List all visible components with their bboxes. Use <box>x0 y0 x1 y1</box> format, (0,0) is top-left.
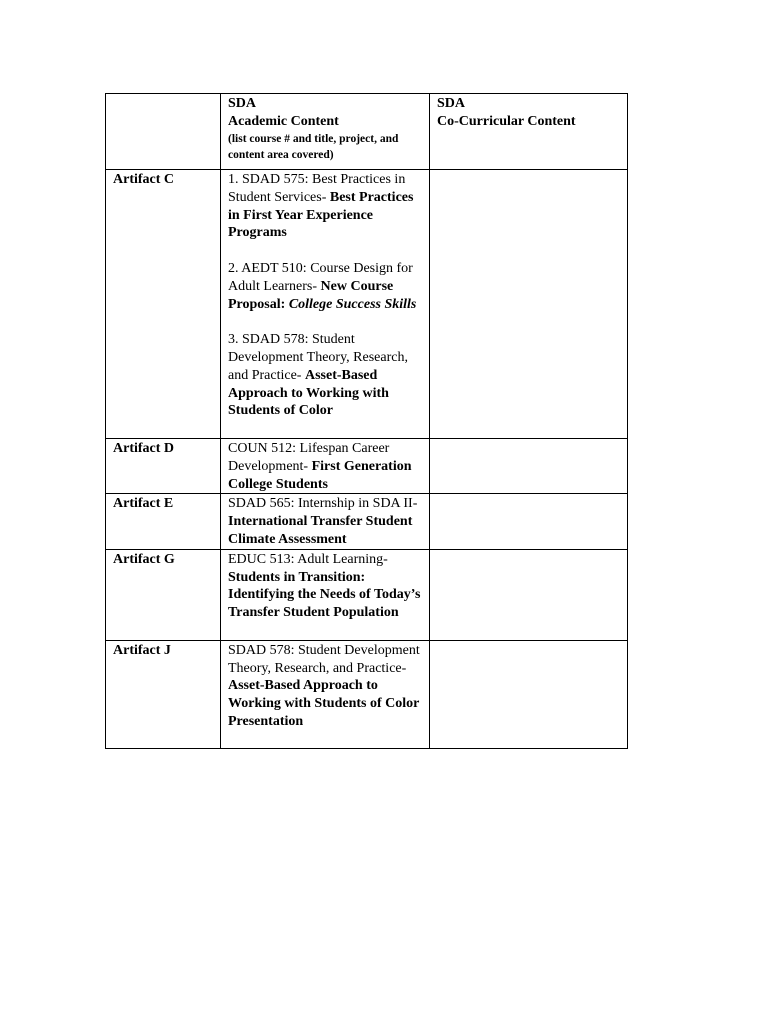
academic-content-item <box>228 495 422 548</box>
academic-content-item <box>228 260 422 313</box>
project-title: Asset-Based Approach to Working with Students of Color <box>228 367 389 419</box>
header-row <box>106 94 628 170</box>
academic-content-item <box>228 331 422 420</box>
academic-content-item <box>228 171 422 242</box>
cocurricular-header-subtitle: Co-Curricular Content <box>437 113 576 129</box>
course-text: 1. SDAD 575: Best Practices in Student Services- <box>228 172 406 205</box>
academic-header-note: (list course # and title, project, and content area covered) <box>228 132 399 161</box>
cocurricular-content-cell <box>430 170 628 439</box>
cocurricular-header-title: SDA <box>437 96 466 111</box>
project-title: New Course Proposal: <box>228 278 394 312</box>
artifact-row <box>106 549 628 640</box>
academic-content-item <box>228 642 422 731</box>
course-text: COUN 512: Lifespan Career Development- <box>228 441 390 474</box>
academic-content-cell <box>221 640 430 748</box>
academic-header-subtitle: Academic Content <box>228 113 339 129</box>
course-text: SDAD 565: Internship in SDA II- <box>228 496 418 512</box>
course-text: EDUC 513: Adult Learning- <box>228 551 388 567</box>
project-title: International Transfer Student Climate Assessment <box>228 514 413 547</box>
artifact-label: Artifact C <box>113 172 175 187</box>
project-title: Students in Transition: Identifying the Needs of Today’s Transfer Student Population <box>228 569 421 621</box>
academic-content-cell <box>221 494 430 549</box>
artifact-label-cell <box>106 439 221 494</box>
academic-header-title: SDA <box>228 96 257 111</box>
academic-content-cell <box>221 549 430 640</box>
academic-content-item <box>228 551 422 622</box>
academic-content-item <box>228 440 422 493</box>
artifact-row <box>106 494 628 549</box>
academic-content-cell <box>221 439 430 494</box>
cocurricular-content-cell <box>430 549 628 640</box>
project-subtitle: College Success Skills <box>288 296 417 312</box>
artifact-label-cell <box>106 170 221 439</box>
header-cocurricular-cell <box>430 94 628 170</box>
artifact-row <box>106 640 628 748</box>
artifact-label: Artifact D <box>113 441 175 456</box>
cocurricular-content-cell <box>430 439 628 494</box>
artifact-label: Artifact G <box>113 551 175 567</box>
course-text: SDAD 578: Student Development Theory, Research, and Practice- <box>228 642 420 676</box>
course-text: 2. AEDT 510: Course Design for Adult Learners- <box>228 260 413 294</box>
artifact-label: Artifact J <box>113 642 171 658</box>
header-empty-cell <box>106 94 221 170</box>
artifact-row <box>106 439 628 494</box>
artifact-label: Artifact E <box>113 496 174 512</box>
header-academic-cell <box>221 94 430 170</box>
course-text: 3. SDAD 578: Student Development Theory, Research, and Practice- <box>228 332 408 383</box>
project-title: Best Practices in First Year Experience Programs <box>228 189 414 241</box>
artifact-row <box>106 170 628 439</box>
project-title: First Generation College Students <box>228 458 412 492</box>
project-title: Asset-Based Approach to Working with Students of Color Presentation <box>228 678 420 729</box>
artifact-label-cell <box>106 549 221 640</box>
cocurricular-content-cell <box>430 494 628 549</box>
artifact-label-cell <box>106 640 221 748</box>
artifact-rows <box>106 170 628 749</box>
artifact-label-cell <box>106 494 221 549</box>
academic-content-cell <box>221 170 430 439</box>
cocurricular-content-cell <box>430 640 628 748</box>
artifact-table <box>105 93 628 749</box>
